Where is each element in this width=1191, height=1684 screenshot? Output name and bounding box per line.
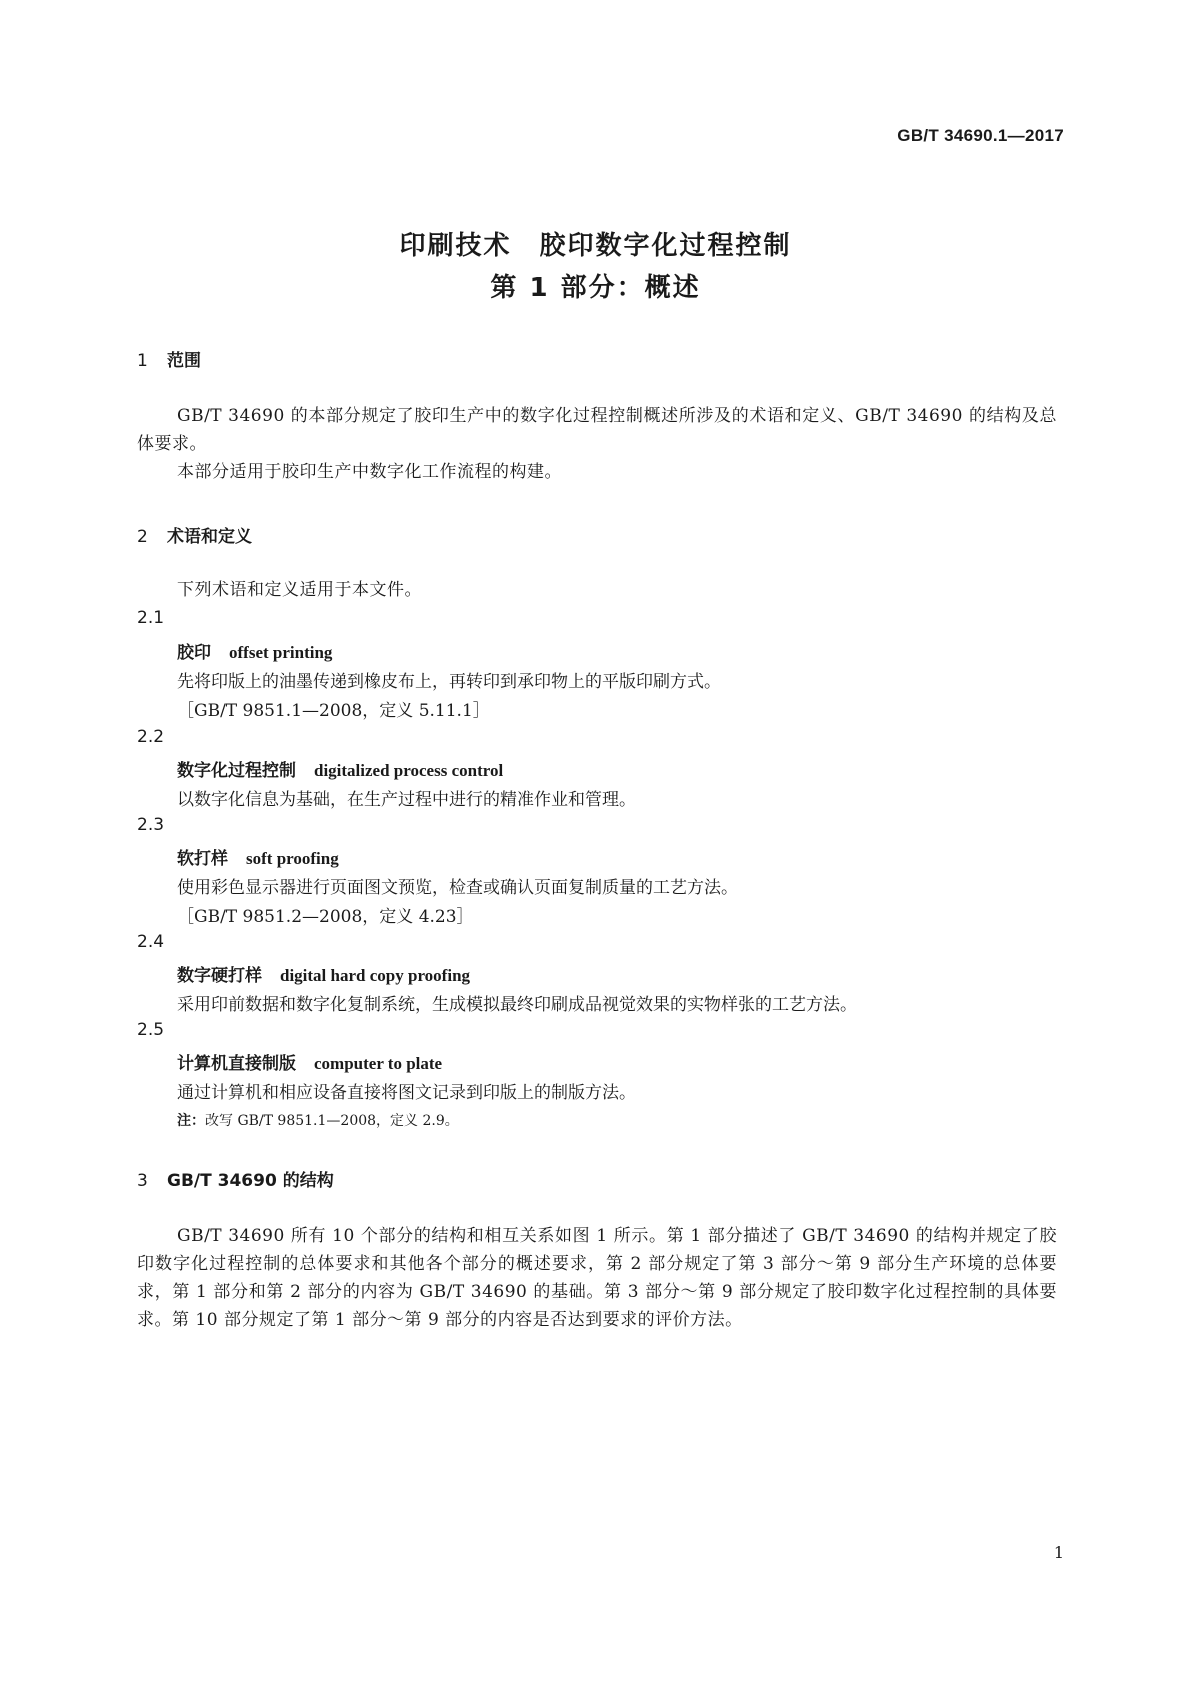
note-text: 改写 GB/T 9851.1—2008，定义 2.9。 — [205, 1113, 459, 1129]
term-number: 2.1 — [137, 608, 165, 628]
section-3-paragraph: GB/T 34690 所有 10 个部分的结构和相互关系如图 1 所示。第 1 部分描述了 GB/T 34690 的结构并规定了胶印数字化过程控制的总体要求和其他各个部分的概述要求，第 2 部分规定了第 3 部分～第 9 部分生产环境的总体要求，第 1 部分和第 2 部分的内容为 GB/T 34690 的基础。第 3 部分～第 9 部分规定了胶印数字化过程控制的具体要求。第 10 部分规定了第 1 部分～第 9 部分的内容是否达到要求的评价方法。 — [137, 1226, 1057, 1330]
term-name-zh: 数字化过程控制 — [177, 761, 296, 781]
term-number: 2.4 — [137, 932, 165, 952]
term-heading — [177, 756, 503, 781]
term-name-en: computer to plate — [314, 1054, 443, 1073]
section-number: 3 — [137, 1171, 148, 1191]
term-note — [177, 1110, 459, 1130]
section-number: 1 — [137, 351, 148, 371]
term-name-en: offset printing — [229, 643, 333, 662]
term-name-en: digitalized process control — [314, 761, 504, 780]
term-number: 2.2 — [137, 727, 165, 747]
title-line-2: 第 1 部分：概述 — [490, 273, 701, 303]
term-definition: 通过计算机和相应设备直接将图文记录到印版上的制版方法。 — [177, 1083, 636, 1103]
term-number: 2.5 — [137, 1020, 165, 1040]
standard-code: GB/T 34690.1—2017 — [897, 126, 1064, 145]
term-name-en: digital hard copy proofing — [280, 966, 471, 985]
section-title: 范围 — [167, 351, 201, 371]
term-heading — [177, 638, 332, 663]
term-heading — [177, 1049, 442, 1074]
term-definition: 先将印版上的油墨传递到橡皮布上，再转印到承印物上的平版印刷方式。 — [177, 672, 721, 692]
title-line-1: 印刷技术 胶印数字化过程控制 — [399, 231, 792, 261]
section-1-paragraph-1: GB/T 34690 的本部分规定了胶印生产中的数字化过程控制概述所涉及的术语和定义、GB/T 34690 的结构及总体要求。 — [137, 406, 1057, 454]
section-2-intro: 下列术语和定义适用于本文件。 — [177, 580, 422, 600]
section-2-heading — [137, 522, 252, 547]
term-name-zh: 胶印 — [177, 643, 211, 663]
term-definition: 采用印前数据和数字化复制系统，生成模拟最终印刷成品视觉效果的实物样张的工艺方法。 — [177, 995, 857, 1015]
note-label: 注： — [177, 1113, 205, 1129]
term-heading — [177, 961, 470, 986]
section-1-heading — [137, 346, 201, 371]
page-number: 1 — [1053, 1543, 1064, 1562]
term-reference: ［GB/T 9851.1—2008，定义 5.11.1］ — [177, 701, 490, 721]
term-name-en: soft proofing — [246, 849, 339, 868]
section-3-heading — [137, 1166, 334, 1191]
section-number: 2 — [137, 527, 148, 547]
term-definition: 以数字化信息为基础，在生产过程中进行的精准作业和管理。 — [177, 790, 636, 810]
section-title: 术语和定义 — [167, 527, 252, 547]
term-name-zh: 数字硬打样 — [177, 966, 262, 986]
section-title: GB/T 34690 的结构 — [167, 1171, 334, 1191]
document-title — [0, 228, 1191, 306]
term-reference: ［GB/T 9851.2—2008，定义 4.23］ — [177, 907, 474, 927]
term-heading — [177, 844, 339, 869]
term-name-zh: 软打样 — [177, 849, 228, 869]
term-number: 2.3 — [137, 815, 165, 835]
term-name-zh: 计算机直接制版 — [177, 1054, 296, 1074]
term-definition: 使用彩色显示器进行页面图文预览，检查或确认页面复制质量的工艺方法。 — [177, 878, 738, 898]
section-1-paragraph-2: 本部分适用于胶印生产中数字化工作流程的构建。 — [177, 462, 562, 482]
